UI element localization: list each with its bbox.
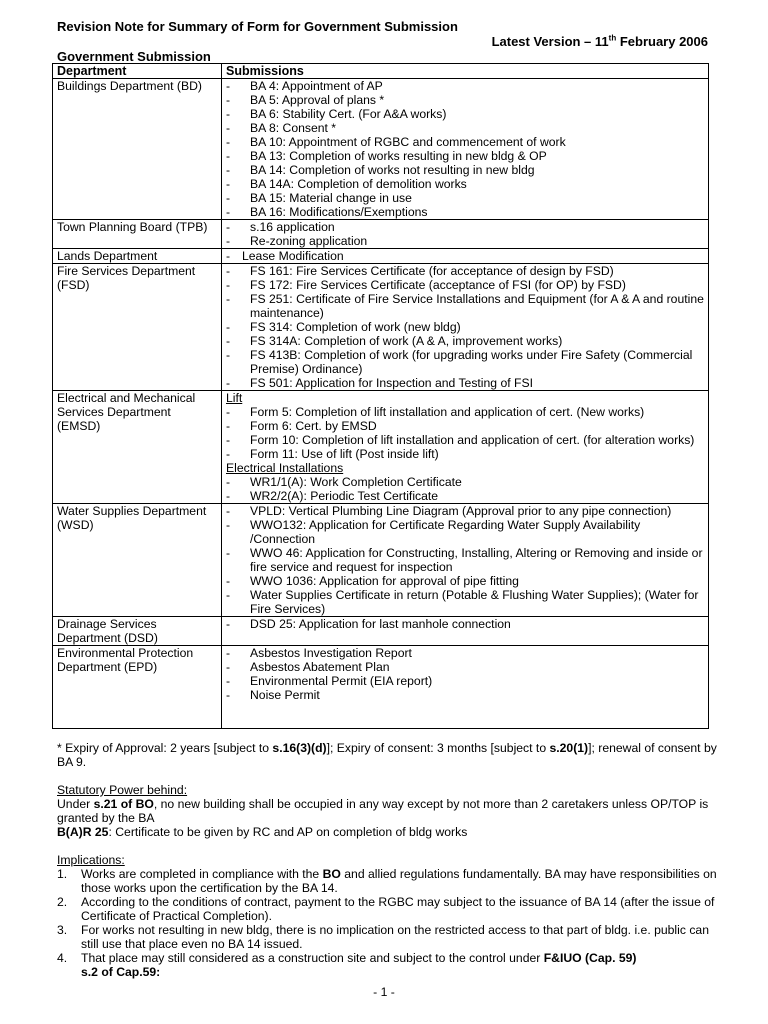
expiry-ref: s.16(3)(d)	[272, 741, 327, 755]
list-item: - DSD 25: Application for last manhole connection	[226, 617, 704, 631]
submissions-cell	[222, 391, 709, 504]
list-item: - FS 501: Application for Inspection and Testing of FSI	[226, 376, 704, 390]
list-item: - BA 8: Consent *	[226, 121, 704, 135]
list-item: - Water Supplies Certificate in return (Potable & Flushing Water Supplies); (Water for Fire Services)	[226, 588, 704, 616]
list-item: - FS 413B: Completion of work (for upgrading works under Fire Safety (Commercial Premise) Ordinance)	[226, 348, 704, 376]
table-row	[53, 617, 709, 646]
statutory-under	[57, 797, 717, 825]
list-item: - WWO 1036: Application for approval of pipe fitting	[226, 574, 704, 588]
list-item: - FS 251: Certificate of Fire Service Installations and Equipment (for A & A and routine maintenance)	[226, 292, 704, 320]
department-cell: Buildings Department (BD)	[53, 79, 222, 220]
statutory-heading: Statutory Power behind:	[57, 783, 188, 797]
list-item: - FS 161: Fire Services Certificate (for acceptance of design by FSD)	[226, 264, 704, 278]
expiry-text: ]; Expiry of consent: 3 months [subject to	[326, 741, 550, 755]
item-ref: F&IUO (Cap. 59)	[543, 951, 637, 965]
list-item: - FS 172: Fire Services Certificate (acceptance of FSI (for OP) by FSD)	[226, 278, 704, 292]
statutory-text: Under	[57, 797, 94, 811]
table-row	[53, 249, 709, 264]
department-cell: Electrical and Mechanical Services Department (EMSD)	[53, 391, 222, 504]
list-item: - BA 14A: Completion of demolition works	[226, 177, 704, 191]
version-prefix: Latest Version – 11	[491, 34, 609, 49]
department-cell: Town Planning Board (TPB)	[53, 220, 222, 249]
list-item: - Environmental Permit (EIA report)	[226, 674, 704, 688]
item-number: 1.	[57, 867, 68, 881]
list-item: - VPLD: Vertical Plumbing Line Diagram (Approval prior to any pipe connection)	[226, 504, 704, 518]
item-text: Works are completed in compliance with the	[81, 867, 323, 881]
table-row	[53, 646, 709, 729]
department-cell: Drainage Services Department (DSD)	[53, 617, 222, 646]
expiry-text: * Expiry of Approval: 2 years [subject to	[57, 741, 273, 755]
expiry-note	[57, 741, 717, 769]
submission-table	[52, 63, 709, 729]
list-item: - BA 14: Completion of works not resulting in new bldg	[226, 163, 704, 177]
list-item	[57, 951, 717, 979]
submissions-cell	[222, 249, 709, 264]
list-item: - Form 6: Cert. by EMSD	[226, 419, 704, 433]
table-row	[53, 264, 709, 391]
notes-section	[57, 741, 717, 979]
table-row	[53, 504, 709, 617]
list-item: - BA 4: Appointment of AP	[226, 79, 704, 93]
submissions-cell	[222, 646, 709, 729]
list-item: - Asbestos Abatement Plan	[226, 660, 704, 674]
list-item	[57, 867, 717, 895]
item-number: 3.	[57, 923, 68, 937]
statutory-text: , no new building shall be occupied in any way except by not more than 2 caretakers unless OP/TOP is granted by the BA	[57, 797, 709, 825]
list-item: - Form 11: Use of lift (Post inside lift)	[226, 447, 704, 461]
version-suffix: February 2006	[616, 34, 708, 49]
list-item: - s.16 application	[226, 220, 704, 234]
list-item: - WR1/1(A): Work Completion Certificate	[226, 475, 704, 489]
list-item: - Asbestos Investigation Report	[226, 646, 704, 660]
list-item: - WR2/2(A): Periodic Test Certificate	[226, 489, 704, 503]
lift-heading: Lift	[226, 391, 243, 405]
item-ref: s.2 of Cap.59:	[81, 965, 161, 979]
table-row	[53, 79, 709, 220]
list-item: - WWO132: Application for Certificate Regarding Water Supply Availability /Connection	[226, 518, 704, 546]
list-item: Lease Modification	[242, 249, 344, 263]
electrical-heading: Electrical Installations	[226, 461, 344, 475]
item-ref: BO	[322, 867, 341, 881]
item-text: That place may still considered as a construction site and subject to the control under	[81, 951, 544, 965]
table-header-row	[53, 64, 709, 79]
submissions-cell	[222, 617, 709, 646]
department-cell: Lands Department	[53, 249, 222, 264]
list-item: - Noise Permit	[226, 688, 704, 702]
department-cell: Fire Services Department (FSD)	[53, 264, 222, 391]
list-item: - BA 15: Material change in use	[226, 191, 704, 205]
list-item: - BA 13: Completion of works resulting in new bldg & OP	[226, 149, 704, 163]
list-item: - FS 314A: Completion of work (A & A, improvement works)	[226, 334, 704, 348]
statutory-ref: s.21 of BO	[93, 797, 154, 811]
column-header-submissions: Submissions	[222, 64, 709, 79]
item-text: For works not resulting in new bldg, there is no implication on the restricted access to that part of bldg. i.e. public can still use that place even no BA 14 issued.	[81, 923, 709, 951]
list-item	[57, 895, 717, 923]
expiry-ref: s.20(1)	[549, 741, 589, 755]
section-title: Government Submission	[57, 49, 211, 64]
item-text: and allied regulations fundamentally. BA may have responsibilities on those works upon the certification by the BA 14.	[81, 867, 717, 895]
version-sup: th	[608, 33, 617, 43]
item-number: 2.	[57, 895, 68, 909]
table-row	[53, 220, 709, 249]
column-header-department: Department	[53, 64, 222, 79]
submissions-cell	[222, 79, 709, 220]
statutory-ref: B(A)R 25	[57, 825, 109, 839]
list-item: - Form 10: Completion of lift installation and application of cert. (for alteration works)	[226, 433, 704, 447]
dash-marker: -	[226, 249, 231, 263]
item-text: According to the conditions of contract, payment to the RGBC may subject to the issuance of BA 14 (after the issue of Certificate of Practical Completion).	[81, 895, 715, 923]
expiry-text: ]; renewal of consent by BA 9.	[57, 741, 717, 769]
list-item	[57, 923, 717, 951]
version-line	[492, 35, 708, 49]
item-number: 4.	[57, 951, 68, 965]
table-row	[53, 391, 709, 504]
list-item: - Re-zoning application	[226, 234, 704, 248]
list-item: - FS 314: Completion of work (new bldg)	[226, 320, 704, 334]
implications-list	[57, 867, 717, 979]
list-item: - BA 5: Approval of plans *	[226, 93, 704, 107]
list-item: - BA 10: Appointment of RGBC and commencement of work	[226, 135, 704, 149]
submissions-cell	[222, 220, 709, 249]
submissions-cell	[222, 504, 709, 617]
department-cell: Water Supplies Department (WSD)	[53, 504, 222, 617]
department-cell: Environmental Protection Department (EPD)	[53, 646, 222, 729]
list-item: - Form 5: Completion of lift installation and application of cert. (New works)	[226, 405, 704, 419]
list-item: - WWO 46: Application for Constructing, Installing, Altering or Removing and inside or fire service and request for inspection	[226, 546, 704, 574]
page-number: - 1 -	[373, 985, 395, 999]
submissions-cell	[222, 264, 709, 391]
implications-heading: Implications:	[57, 853, 125, 867]
statutory-text: : Certificate to be given by RC and AP on completion of bldg works	[108, 825, 468, 839]
document-title: Revision Note for Summary of Form for Government Submission	[57, 19, 458, 34]
list-item: - BA 6: Stability Cert. (For A&A works)	[226, 107, 704, 121]
statutory-bar	[57, 825, 717, 839]
list-item: - BA 16: Modifications/Exemptions	[226, 205, 704, 219]
